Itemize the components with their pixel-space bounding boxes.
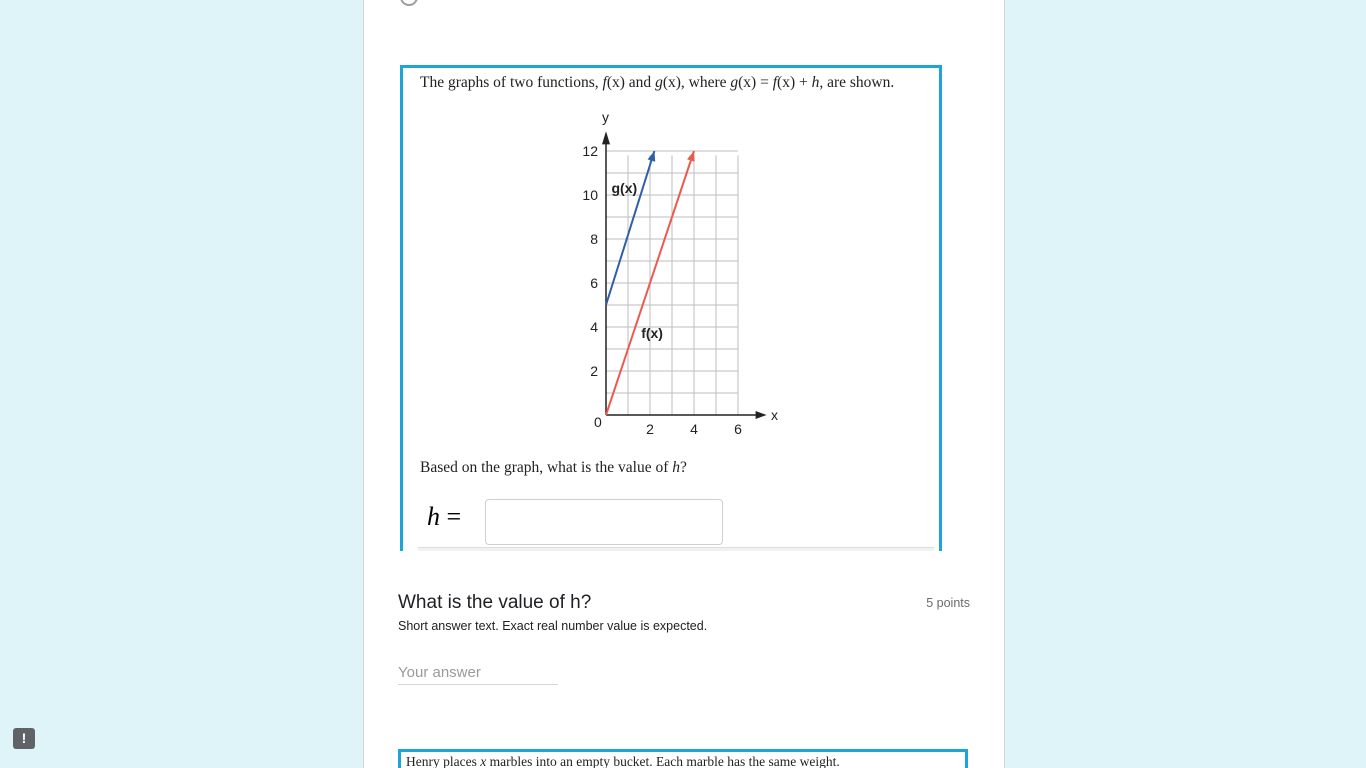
question-image — [400, 65, 942, 551]
math-toolbar — [418, 547, 934, 551]
x-tick-label: 4 — [690, 421, 698, 437]
origin-label: 0 — [594, 414, 602, 430]
function-graph — [403, 68, 939, 551]
series-line — [606, 151, 654, 305]
series-label-f: f(x) — [641, 325, 663, 341]
x-tick-label: 2 — [646, 421, 654, 437]
series-label-g: g(x) — [611, 179, 638, 196]
radio-circle-icon[interactable] — [400, 0, 418, 6]
y-tick-label: 2 — [590, 363, 598, 379]
y-tick-label: 6 — [590, 275, 598, 291]
question-title: What is the value of h? — [398, 592, 592, 613]
y-tick-label: 12 — [582, 143, 598, 159]
series-arrow — [687, 151, 695, 162]
question-description: Short answer text. Exact real number value is expected. — [398, 619, 708, 633]
next-question-image — [398, 749, 968, 768]
series-arrow — [648, 151, 656, 162]
x-tick-label: 6 — [734, 421, 742, 437]
h-answer-box — [485, 499, 723, 545]
y-axis-arrow — [602, 131, 610, 144]
image-prompt: The graphs of two functions, f(x) and g(x), where g(x) = f(x) + h, are shown. — [420, 74, 895, 91]
y-axis-label: y — [602, 109, 609, 125]
y-tick-label: 10 — [582, 187, 598, 203]
h-equals-label: h = — [427, 502, 462, 531]
report-feedback-icon[interactable]: ! — [13, 728, 35, 749]
points-label: 5 points — [926, 596, 970, 610]
y-tick-label: 4 — [590, 319, 598, 335]
y-tick-label: 8 — [590, 231, 598, 247]
x-axis-arrow — [756, 411, 767, 419]
answer-input[interactable] — [398, 660, 558, 685]
x-axis-label: x — [771, 407, 778, 423]
form-card — [363, 0, 1005, 768]
next-question-text: Henry places x marbles into an empty bucket. Each marble has the same weight. — [406, 754, 840, 768]
image-question: Based on the graph, what is the value of h? — [420, 459, 687, 476]
